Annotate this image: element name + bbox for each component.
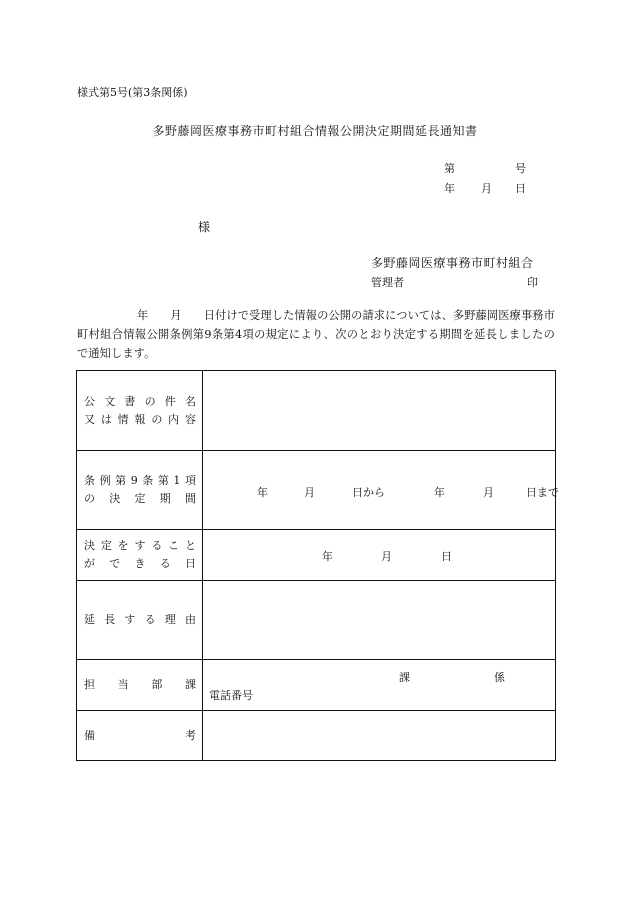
- label-decision-period: [77, 451, 203, 530]
- issue-date-month: 月: [481, 182, 492, 195]
- label-char: 課: [184, 678, 196, 691]
- label-char: る: [159, 557, 171, 570]
- label-char: 由: [184, 613, 196, 626]
- table-row: [77, 711, 556, 761]
- label-char: 間: [185, 492, 196, 505]
- label-char: 決: [109, 492, 121, 505]
- label-char: が: [84, 557, 95, 570]
- decidable-day: 日: [441, 550, 452, 563]
- label-char: す: [134, 539, 146, 552]
- label-line: [84, 555, 196, 573]
- period-end-year: 年: [434, 486, 445, 499]
- label-char: 報: [134, 412, 146, 426]
- addressee-honorific: 様: [198, 220, 211, 234]
- period-end-day: 日まで: [526, 486, 559, 499]
- period-start-year: 年: [257, 486, 268, 499]
- doc-number-suffix: 号: [515, 162, 526, 175]
- form-id: 様式第5号(第3条関係): [77, 86, 188, 99]
- label-char: 備: [84, 728, 95, 742]
- label-department: [77, 660, 203, 711]
- value-extension-reason[interactable]: [203, 581, 556, 660]
- label-char: 期: [159, 492, 171, 505]
- label-char: 情: [117, 412, 129, 426]
- label-char: 項: [184, 474, 196, 487]
- label-char: こ: [168, 539, 180, 552]
- seal-mark: 印: [527, 276, 538, 289]
- value-department[interactable]: [203, 660, 556, 711]
- notice-table: [76, 370, 559, 761]
- label-char: 第: [157, 474, 169, 487]
- label-char: 長: [104, 613, 116, 626]
- label-char: 決: [84, 539, 95, 552]
- label-char: の: [151, 412, 163, 426]
- body-year: 年: [137, 309, 149, 322]
- label-char: 内: [168, 412, 180, 426]
- label-char: 名: [184, 394, 196, 408]
- label-char: の: [144, 394, 156, 408]
- label-char: 理: [164, 613, 176, 626]
- label-decidable-date: [77, 530, 203, 581]
- label-char: は: [100, 412, 112, 426]
- value-remarks[interactable]: [203, 711, 556, 761]
- label-remarks: [77, 711, 203, 761]
- label-char: 定: [100, 539, 112, 552]
- table-row: [77, 530, 556, 581]
- table-row: [77, 660, 556, 711]
- label-document-name: [77, 371, 203, 451]
- sender-manager: 管理者: [371, 276, 404, 289]
- label-char: 公: [84, 394, 95, 408]
- label-char: 当: [117, 678, 129, 691]
- label-char: 容: [184, 412, 196, 426]
- label-char: 担: [84, 678, 95, 691]
- table-row: [77, 371, 556, 451]
- label-char: 条: [84, 474, 95, 487]
- period-start-month: 月: [304, 486, 315, 499]
- label-char: 又: [84, 412, 95, 426]
- label-char: を: [117, 539, 129, 552]
- label-line: [84, 393, 196, 411]
- notice-body: [77, 306, 555, 363]
- label-char: 日: [185, 557, 196, 570]
- body-text: 日付けで受理した情報の公開の請求については、多野藤岡医療事務市町村組合情報公開条例第9条第4項の規定により、次のとおり決定する期間を延長しましたので通知します。: [77, 309, 555, 360]
- document-title: 多野藤岡医療事務市町村組合情報公開決定期間延長通知書: [152, 124, 478, 138]
- issue-date-year: 年: [444, 182, 455, 195]
- table-row: [77, 451, 556, 530]
- phone-label: 電話番号: [209, 689, 253, 702]
- label-char: る: [151, 539, 163, 552]
- issue-date-day: 日: [515, 182, 526, 195]
- decidable-month: 月: [381, 550, 392, 563]
- value-decision-period[interactable]: [203, 451, 559, 530]
- department-unit: 係: [494, 671, 505, 684]
- label-char: す: [124, 613, 136, 626]
- label-char: 定: [134, 492, 146, 505]
- label-char: 部: [151, 678, 163, 691]
- label-line: [84, 676, 196, 694]
- label-line: [84, 727, 196, 745]
- period-start-day: 日から: [352, 486, 385, 499]
- period-end-month: 月: [483, 486, 494, 499]
- sender-org: 多野藤岡医療事務市町村組合: [371, 256, 534, 270]
- label-char: 例: [99, 474, 111, 487]
- label-line: [84, 411, 196, 429]
- label-line: [84, 490, 196, 508]
- label-char: と: [184, 539, 196, 552]
- label-char: 9: [130, 474, 138, 487]
- label-char: で: [109, 557, 121, 570]
- label-char: 考: [185, 728, 196, 742]
- label-line: [84, 472, 196, 490]
- decidable-year: 年: [322, 550, 333, 563]
- label-char: 条: [142, 474, 154, 487]
- label-char: き: [134, 557, 146, 570]
- label-char: の: [84, 492, 95, 505]
- label-line: [84, 537, 196, 555]
- label-extension-reason: [77, 581, 203, 660]
- label-char: 文: [104, 394, 116, 408]
- label-char: 延: [84, 613, 95, 626]
- label-char: る: [144, 613, 156, 626]
- label-char: 第: [115, 474, 127, 487]
- label-line: [84, 611, 196, 629]
- table-row: [77, 581, 556, 660]
- body-month: 月: [170, 309, 182, 322]
- value-decidable-date[interactable]: [203, 530, 556, 581]
- department-section: 課: [399, 671, 410, 684]
- label-char: 書: [124, 394, 136, 408]
- doc-number-prefix: 第: [444, 162, 455, 175]
- label-char: 件: [164, 394, 176, 408]
- label-char: 1: [173, 474, 181, 487]
- value-document-name[interactable]: [203, 371, 556, 451]
